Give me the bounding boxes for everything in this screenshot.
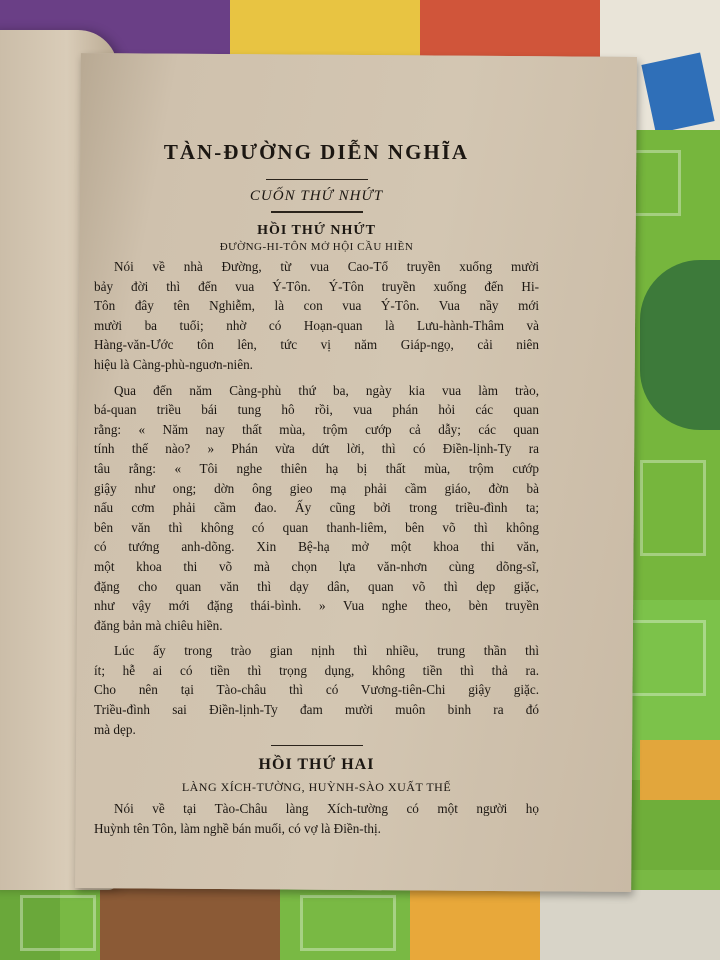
text-line: có tướng anh-dõng. Xin Bệ-hạ mở một khoa thi văn, xyxy=(94,539,539,555)
text-line: bên văn thì không có quan thanh-liêm, bên võ thì không xyxy=(94,519,539,535)
text-line: đăng bản mà chiêu hiền. xyxy=(94,617,223,633)
title-rule xyxy=(266,179,368,180)
text-line: rằng: « Năm nay thất mùa, trộm cướp cả dẫy; các quan xyxy=(94,421,539,437)
text-line: tâu rằng: « Tôi nghe thiên hạ bị thất mùa, trộm cướp xyxy=(94,460,539,476)
text-line: bảy đời thì đến vua Ý-Tôn. Ý-Tôn truyền xuống đến Hi- xyxy=(94,278,539,294)
text-line: Huỳnh tên Tôn, làm nghề bán muối, có vợ là Điền-thị. xyxy=(94,820,381,836)
text-line: nấu cơm phải cầm đao. Ấy cũng bởi trong triều-đình ta; xyxy=(94,500,539,516)
text-line: Nói về nhà Đường, từ vua Cao-Tổ truyền xuống mười xyxy=(114,259,539,274)
text-line: Tôn đây tên Nghiễm, là con vua Ý-Tôn. Vua nầy mới xyxy=(94,298,539,314)
text-line: mà dẹp. xyxy=(94,721,136,737)
text-line: ít; hễ ai có tiền thì trọng dụng, không tiền thì thả ra. xyxy=(94,662,539,678)
text-line: Cho nên tại Tào-châu thì có Vương-tiên-Chi giậy giặc. xyxy=(94,682,539,698)
chapter-1-heading: HỒI THỨ NHỨT xyxy=(257,223,376,238)
chapter-2-heading: HỒI THỨ HAI xyxy=(258,756,375,774)
text-line: như vậy mới đặng thái-bình. » Vua nghe theo, bèn truyền xyxy=(94,598,539,614)
text-line: mười ba tuổi; nhờ có Hoạn-quan là Lưu-hành-Thâm và xyxy=(94,317,539,333)
text-line: hiệu là Càng-phù-nguơn-niên. xyxy=(94,356,253,372)
text-line: đặng cho quan văn thì dạy dân, quan võ thì dẹp giặc, xyxy=(94,578,539,594)
chapter-1-body xyxy=(94,257,539,739)
text-line: Hàng-văn-Ước tôn lên, tức vị năm Giáp-ngọ, cải niên xyxy=(94,337,539,353)
text-line: tính thế nào? » Phán vừa dứt lời, thì có Điền-lịnh-Ty ra xyxy=(94,441,539,457)
book-title: TÀN-ĐƯỜNG DIỄN NGHĨA xyxy=(163,140,470,164)
text-line: Triều-đình sai Điền-lịnh-Ty đam mười muôn binh ra đó xyxy=(94,702,539,718)
text-line: bá-quan triều bái tung hô rồi, vua phán hỏi các quan xyxy=(94,402,539,418)
text-line: Lúc ấy trong trào gian nịnh thì nhiều, trung thần thì xyxy=(114,643,539,659)
text-line: một khoa thi võ mà chọn lựa văn-nhơn cùng dõng-sĩ, xyxy=(94,558,539,574)
text-line: Nói về tại Tào-Châu làng Xích-tường có một người họ xyxy=(114,801,539,817)
chapter-2-body xyxy=(94,799,539,838)
text-line: giậy như ong; dờn ông gieo mạ phải cầm giáo, đờn bà xyxy=(94,480,539,496)
volume-rule xyxy=(271,211,363,213)
chapter-2-subheading: LÀNG XÍCH-TƯỜNG, HUỲNH-SÀO XUẤT THẾ xyxy=(181,780,452,795)
chapter-1-subheading: ĐƯỜNG-HI-TÔN MỞ HỘI CẦU HIỀN xyxy=(219,241,414,253)
page-text xyxy=(94,140,539,838)
volume-title: CUỐN THỨ NHỨT xyxy=(249,188,384,204)
text-line: Qua đến năm Càng-phù thứ ba, ngày kia vua làm trào, xyxy=(114,382,539,398)
chapter-separator xyxy=(271,745,363,746)
